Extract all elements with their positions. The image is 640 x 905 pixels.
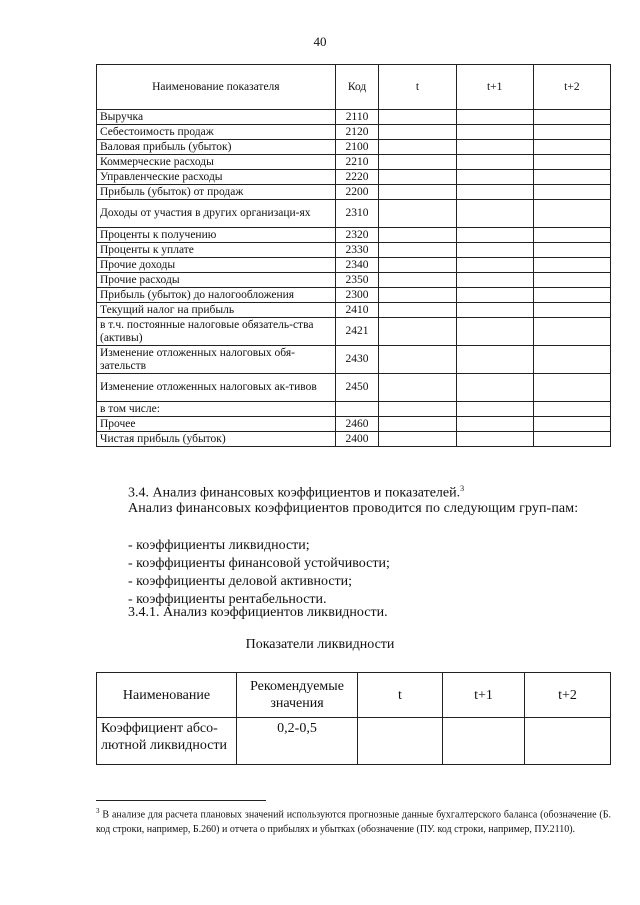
header-period-t: t [358, 673, 443, 718]
cell-period-t [379, 140, 456, 155]
cell-period-t2 [533, 417, 610, 432]
cell-period-t1 [456, 402, 533, 417]
liquidity-table [96, 672, 611, 765]
indicator-code: 2120 [335, 125, 379, 140]
table-row [97, 432, 611, 447]
table-row [97, 273, 611, 288]
indicator-code: 2430 [335, 346, 379, 374]
cell-period-t [379, 185, 456, 200]
indicator-code: 2421 [335, 318, 379, 346]
indicator-name: Проценты к получению [97, 228, 336, 243]
header-recommended: Рекомендуемые значения [237, 673, 358, 718]
cell-period-t2 [533, 170, 610, 185]
footnote-divider [96, 800, 266, 801]
cell-period-t2 [533, 258, 610, 273]
cell-period-t [379, 155, 456, 170]
cell-period-t [379, 243, 456, 258]
cell-period-t [379, 273, 456, 288]
cell-period-t2 [533, 155, 610, 170]
indicator-name: в том числе: [97, 402, 336, 417]
cell-period-t1 [456, 318, 533, 346]
ratio-recommended: 0,2-0,5 [237, 718, 358, 765]
cell-period-t1 [456, 228, 533, 243]
table-row [97, 170, 611, 185]
table-row [97, 140, 611, 155]
list-item: - коэффициенты финансовой устойчивости; [128, 556, 390, 571]
cell-period-t [379, 288, 456, 303]
cell-period-t [379, 374, 456, 402]
cell-period-t1 [456, 374, 533, 402]
cell-period-t2 [533, 185, 610, 200]
list-item: - коэффициенты рентабельности. [128, 592, 327, 607]
table-row [97, 318, 611, 346]
header-name: Наименование [97, 673, 237, 718]
cell-period-t2 [533, 402, 610, 417]
cell-period-t2 [533, 288, 610, 303]
header-period-t2: t+2 [533, 65, 610, 110]
cell-period-t [379, 402, 456, 417]
indicator-code: 2410 [335, 303, 379, 318]
table-body [97, 110, 611, 447]
cell-period-t1 [456, 185, 533, 200]
indicator-code: 2400 [335, 432, 379, 447]
table-row [97, 374, 611, 402]
indicator-name: Проценты к уплате [97, 243, 336, 258]
indicator-name: Прочие расходы [97, 273, 336, 288]
table-header-row [97, 65, 611, 110]
indicator-code [335, 402, 379, 417]
header-period-t2: t+2 [525, 673, 611, 718]
indicator-name: Чистая прибыль (убыток) [97, 432, 336, 447]
table-row [97, 258, 611, 273]
indicator-code: 2110 [335, 110, 379, 125]
indicator-name: Прочие доходы [97, 258, 336, 273]
table-row [97, 243, 611, 258]
cell-period-t [379, 258, 456, 273]
section-heading-text: 3.4. Анализ финансовых коэффициентов и показателей. [128, 485, 461, 501]
table-row [97, 200, 611, 228]
ratio-name: Коэффициент абсо-лютной ликвидности [97, 718, 237, 765]
cell-period-t1 [456, 288, 533, 303]
header-indicator-name: Наименование показателя [97, 65, 336, 110]
cell-period-t [379, 125, 456, 140]
cell-period-t1 [456, 303, 533, 318]
header-code: Код [335, 65, 379, 110]
cell-period-t2 [533, 125, 610, 140]
indicator-name: Коммерческие расходы [97, 155, 336, 170]
indicator-code: 2320 [335, 228, 379, 243]
financial-results-table [96, 64, 611, 447]
cell-period-t1 [456, 125, 533, 140]
cell-period-t2 [533, 243, 610, 258]
cell-period-t1 [456, 155, 533, 170]
table-row [97, 303, 611, 318]
indicator-code: 2210 [335, 155, 379, 170]
indicator-code: 2220 [335, 170, 379, 185]
indicator-name: Себестоимость продаж [97, 125, 336, 140]
table-row [97, 155, 611, 170]
cell-period-t2 [533, 432, 610, 447]
list-item: - коэффициенты ликвидности; [128, 538, 310, 553]
cell-period-t1 [443, 718, 525, 765]
footnote-mark: 3 [96, 807, 100, 815]
cell-period-t [379, 346, 456, 374]
ratio-group-list [96, 537, 640, 609]
indicator-name: Управленческие расходы [97, 170, 336, 185]
cell-period-t [379, 318, 456, 346]
cell-period-t [358, 718, 443, 765]
header-period-t: t [379, 65, 456, 110]
footnote [96, 804, 611, 837]
cell-period-t1 [456, 417, 533, 432]
cell-period-t2 [533, 228, 610, 243]
indicator-name: Прибыль (убыток) до налогообложения [97, 288, 336, 303]
indicator-code: 2200 [335, 185, 379, 200]
cell-period-t2 [525, 718, 611, 765]
indicator-name: Текущий налог на прибыль [97, 303, 336, 318]
cell-period-t2 [533, 110, 610, 125]
footnote-text: В анализе для расчета плановых значений используются прогнозные данные бухгалтерского баланса (обозначение (Б. код строки, например, Б.260) и отчета о прибылях и убытках (обозначение (ПУ. код строки, например, ПУ.2110). [96, 809, 611, 836]
list-item: - коэффициенты деловой активности; [128, 574, 353, 589]
indicator-code: 2350 [335, 273, 379, 288]
cell-period-t2 [533, 318, 610, 346]
cell-period-t2 [533, 374, 610, 402]
indicator-name: Выручка [97, 110, 336, 125]
indicator-name: в т.ч. постоянные налоговые обязатель-ства (активы) [97, 318, 336, 346]
indicator-name: Изменение отложенных налоговых обя-зательств [97, 346, 336, 374]
indicator-code: 2330 [335, 243, 379, 258]
cell-period-t2 [533, 273, 610, 288]
cell-period-t1 [456, 170, 533, 185]
table-row [97, 288, 611, 303]
indicator-name: Валовая прибыль (убыток) [97, 140, 336, 155]
cell-period-t1 [456, 346, 533, 374]
cell-period-t [379, 417, 456, 432]
indicator-name: Прочее [97, 417, 336, 432]
cell-period-t [379, 228, 456, 243]
cell-period-t [379, 432, 456, 447]
cell-period-t1 [456, 200, 533, 228]
indicator-code: 2340 [335, 258, 379, 273]
table-header-row [97, 673, 611, 718]
cell-period-t1 [456, 243, 533, 258]
cell-period-t [379, 170, 456, 185]
liquidity-table-title: Показатели ликвидности [245, 637, 395, 652]
table-row [97, 346, 611, 374]
cell-period-t1 [456, 258, 533, 273]
subsection-heading: 3.4.1. Анализ коэффициентов ликвидности. [128, 605, 388, 620]
cell-period-t [379, 200, 456, 228]
indicator-name: Изменение отложенных налоговых ак-тивов [97, 374, 336, 402]
indicator-code: 2100 [335, 140, 379, 155]
cell-period-t2 [533, 140, 610, 155]
table-row [97, 228, 611, 243]
table-row [97, 402, 611, 417]
section-intro: Анализ финансовых коэффициентов проводится по следующим груп-пам: [128, 501, 579, 516]
header-period-t1: t+1 [443, 673, 525, 718]
cell-period-t2 [533, 303, 610, 318]
indicator-code: 2300 [335, 288, 379, 303]
footnote-reference: 3 [460, 484, 465, 493]
table-row [97, 417, 611, 432]
indicator-code: 2310 [335, 200, 379, 228]
indicator-name: Прибыль (убыток) от продаж [97, 185, 336, 200]
cell-period-t1 [456, 432, 533, 447]
cell-period-t2 [533, 200, 610, 228]
cell-period-t2 [533, 346, 610, 374]
cell-period-t [379, 303, 456, 318]
indicator-code: 2450 [335, 374, 379, 402]
cell-period-t1 [456, 110, 533, 125]
page-number: 40 [313, 34, 327, 49]
indicator-code: 2460 [335, 417, 379, 432]
table-row [97, 110, 611, 125]
table-row [97, 125, 611, 140]
table-row [97, 185, 611, 200]
cell-period-t1 [456, 140, 533, 155]
table-row [97, 718, 611, 765]
cell-period-t [379, 110, 456, 125]
header-period-t1: t+1 [456, 65, 533, 110]
cell-period-t1 [456, 273, 533, 288]
indicator-name: Доходы от участия в других организаци-ях [97, 200, 336, 228]
